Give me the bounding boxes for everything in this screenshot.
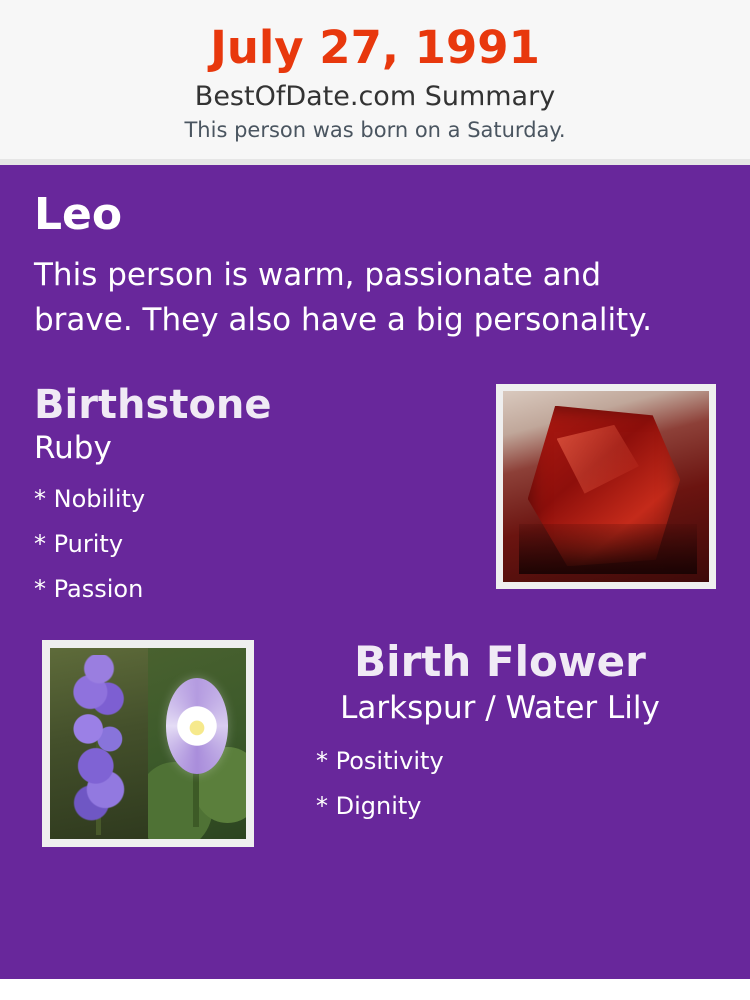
birthstone-trait: * Purity <box>34 529 124 558</box>
ruby-facet-shadow <box>519 524 696 574</box>
birthstone-heading: Birthstone <box>34 381 272 428</box>
birthstone-name: Ruby <box>34 429 112 466</box>
birth-flower-name: Larkspur / Water Lily <box>340 689 660 726</box>
zodiac-sign-title: Leo <box>34 189 123 241</box>
birthstone-trait: * Passion <box>34 574 144 603</box>
birth-flower-heading: Birth Flower <box>354 636 646 686</box>
water-lily-image <box>148 648 246 839</box>
site-summary-label: BestOfDate.com Summary <box>194 81 556 113</box>
zodiac-description: This person is warm, passionate and brave. They also have a big personality. <box>34 257 652 338</box>
birth-flower-section <box>34 636 716 855</box>
larkspur-blooms <box>72 655 127 823</box>
ruby-gemstone-image <box>503 391 709 582</box>
summary-header <box>0 0 750 159</box>
water-lily-bloom <box>166 678 229 774</box>
birth-flower-text <box>284 636 716 830</box>
page-title: July 27, 1991 <box>210 21 540 74</box>
birth-day-note: This person was born on a Saturday. <box>184 118 566 143</box>
larkspur-water-lily-photo <box>42 640 254 847</box>
larkspur-image <box>50 648 148 839</box>
birth-flower-traits <box>284 739 716 829</box>
flower-image-pair <box>50 648 246 839</box>
birthstone-trait: * Nobility <box>34 484 146 513</box>
birthstone-section <box>34 381 716 614</box>
ruby-gemstone-photo <box>496 384 716 589</box>
birth-flower-trait: * Positivity <box>316 746 444 775</box>
summary-panel <box>0 165 750 979</box>
birth-flower-trait: * Dignity <box>316 791 422 820</box>
